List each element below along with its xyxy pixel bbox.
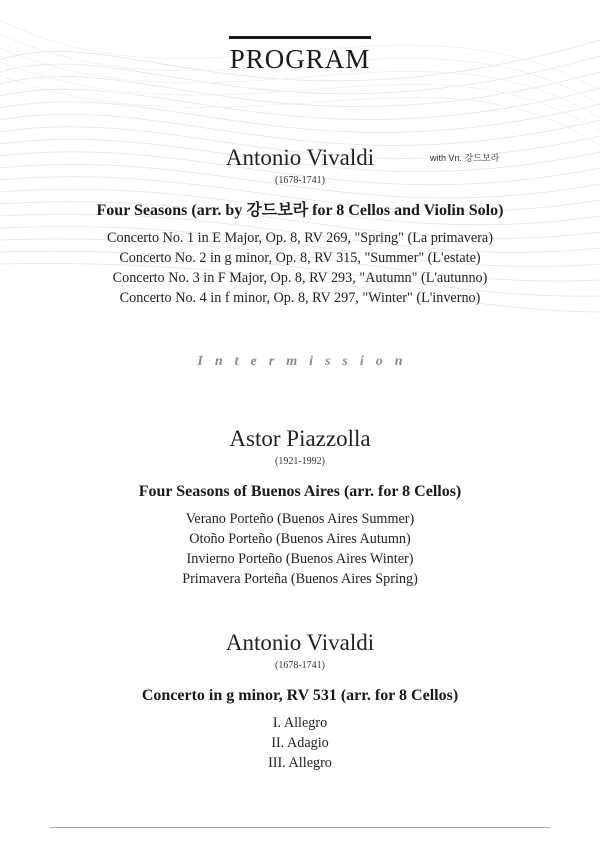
- page-title: PROGRAM: [229, 44, 371, 74]
- movement-item: I. Allegro: [272, 715, 328, 731]
- composer-name: Antonio Vivaldi: [225, 145, 375, 170]
- movement-item: Invierno Porteño (Buenos Aires Winter): [186, 551, 414, 567]
- program-section-piazzolla: [0, 425, 600, 589]
- intermission-label: Intermission: [197, 354, 415, 369]
- movement-list: [0, 713, 600, 773]
- header-rule: [229, 36, 371, 39]
- work-title: Concerto in g minor, RV 531 (arr. for 8 Cellos): [141, 687, 459, 704]
- program-section-vivaldi-four-seasons: [0, 144, 600, 308]
- program-header: [0, 36, 600, 76]
- work-title: Four Seasons of Buenos Aires (arr. for 8 Cellos): [138, 483, 462, 500]
- movement-item: Primavera Porteña (Buenos Aires Spring): [182, 571, 418, 587]
- composer-years: (1921-1992): [275, 456, 325, 467]
- soloist-credit: with Vn. 강드보라: [430, 153, 500, 163]
- work-title: Four Seasons (arr. by 강드보라 for 8 Cellos and Violin Solo): [96, 202, 504, 219]
- movement-item: II. Adagio: [271, 735, 329, 751]
- movement-item: Concerto No. 2 in g minor, Op. 8, RV 315, "Summer" (L'estate): [119, 250, 481, 266]
- composer-years: (1678-1741): [275, 175, 325, 186]
- composer-years: (1678-1741): [275, 660, 325, 671]
- movement-item: Concerto No. 1 in E Major, Op. 8, RV 269, "Spring" (La primavera): [107, 230, 493, 246]
- movement-item: Concerto No. 4 in f minor, Op. 8, RV 297, "Winter" (L'inverno): [119, 290, 481, 306]
- composer-name: Antonio Vivaldi: [225, 630, 375, 655]
- movement-list: [0, 509, 600, 589]
- footer-rule: [50, 827, 550, 828]
- program-section-vivaldi-concerto: [0, 629, 600, 773]
- movement-item: Concerto No. 3 in F Major, Op. 8, RV 293, "Autumn" (L'autunno): [112, 270, 488, 286]
- composer-name: Astor Piazzolla: [229, 426, 371, 451]
- movement-item: Otoño Porteño (Buenos Aires Autumn): [189, 531, 411, 547]
- movement-item: Verano Porteño (Buenos Aires Summer): [185, 511, 415, 527]
- movement-item: III. Allegro: [268, 755, 332, 771]
- movement-list: [0, 228, 600, 308]
